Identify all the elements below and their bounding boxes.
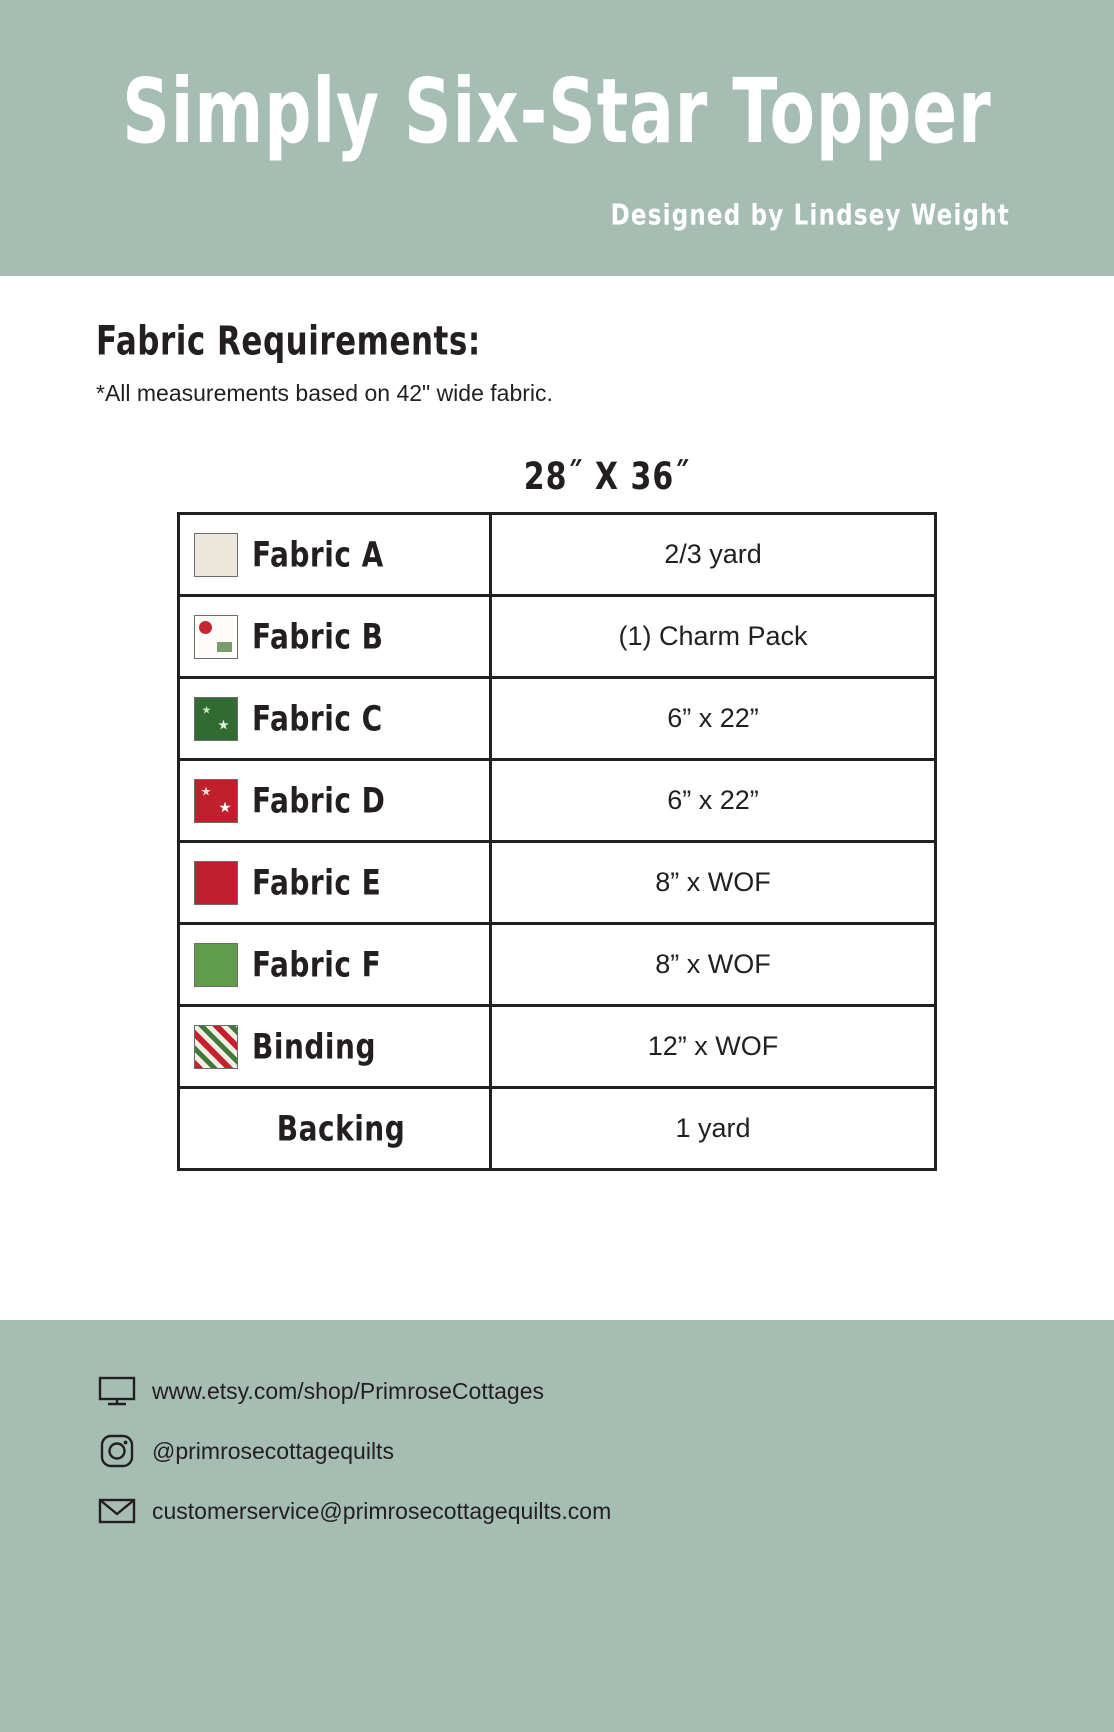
quilt-size-label: 28˝ X 36˝	[523, 455, 691, 499]
green-star-print-swatch	[194, 697, 238, 741]
contact-website[interactable]	[96, 1374, 1114, 1408]
table-row	[179, 596, 936, 678]
table-row	[179, 678, 936, 760]
fabric-amount-cell: 8” x WOF	[491, 924, 936, 1006]
fabric-amount-cell: 6” x 22”	[491, 678, 936, 760]
fabric-name-cell	[179, 514, 491, 596]
fabric-name-cell	[179, 760, 491, 842]
white-print-swatch	[194, 615, 238, 659]
fabric-label: Backing	[276, 1107, 406, 1150]
fabric-name-cell	[179, 1088, 491, 1170]
table-row	[179, 842, 936, 924]
fabric-label: Fabric F	[252, 943, 382, 986]
email-text: customerservice@primrosecottagequilts.com	[152, 1497, 612, 1524]
table-row	[179, 514, 936, 596]
fabric-name-cell	[179, 924, 491, 1006]
candy-stripe-swatch	[194, 1025, 238, 1069]
fabric-label: Fabric A	[252, 533, 384, 576]
fabric-requirements-table	[177, 512, 937, 1171]
green-solid-swatch	[194, 943, 238, 987]
main-content	[0, 318, 1114, 1446]
fabric-name-cell	[179, 596, 491, 678]
designer-credit: Designed by Lindsey Weight	[610, 199, 1010, 232]
fabric-label: Fabric D	[252, 779, 386, 822]
table-row	[179, 1088, 936, 1170]
cream-solid-swatch	[194, 533, 238, 577]
page-footer	[0, 1320, 1114, 1732]
fabric-name-cell	[179, 678, 491, 760]
fabric-amount-cell: 12” x WOF	[491, 1006, 936, 1088]
red-solid-swatch	[194, 861, 238, 905]
contact-instagram[interactable]	[96, 1434, 1114, 1468]
fabric-amount-cell: 6” x 22”	[491, 760, 936, 842]
envelope-icon	[96, 1494, 138, 1528]
fabric-label: Binding	[252, 1025, 376, 1068]
instagram-icon	[96, 1434, 138, 1468]
table-row	[179, 1006, 936, 1088]
fabric-label: Fabric B	[252, 615, 384, 658]
fabric-name-cell	[179, 1006, 491, 1088]
fabric-requirements-heading: Fabric Requirements:	[96, 318, 481, 365]
fabric-label: Fabric E	[252, 861, 382, 904]
red-star-print-swatch	[194, 779, 238, 823]
contact-email[interactable]	[96, 1494, 1114, 1528]
fabric-label: Fabric C	[252, 697, 383, 740]
page-header	[0, 0, 1114, 276]
table-row	[179, 924, 936, 1006]
monitor-icon	[96, 1374, 138, 1408]
fabric-amount-cell: (1) Charm Pack	[491, 596, 936, 678]
instagram-text: @primrosecottagequilts	[152, 1437, 394, 1464]
fabric-amount-cell: 1 yard	[491, 1088, 936, 1170]
page-title: Simply Six-Star Topper	[122, 59, 992, 164]
table-row	[179, 760, 936, 842]
fabric-name-cell	[179, 842, 491, 924]
fabric-measurement-note: *All measurements based on 42" wide fabric.	[96, 380, 553, 406]
fabric-amount-cell: 8” x WOF	[491, 842, 936, 924]
website-text: www.etsy.com/shop/PrimroseCottages	[152, 1377, 544, 1404]
fabric-amount-cell: 2/3 yard	[491, 514, 936, 596]
